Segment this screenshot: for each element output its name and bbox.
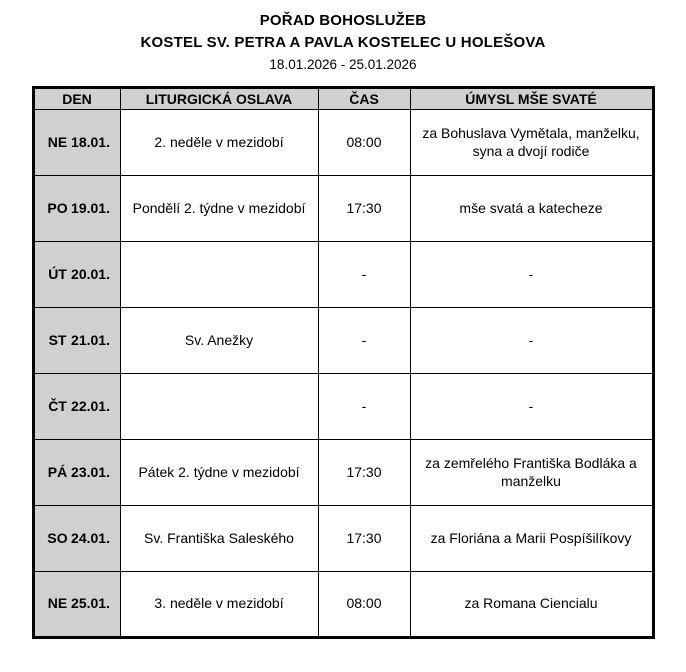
table-body <box>33 110 653 638</box>
day-cell <box>33 374 120 440</box>
column-header-cas: ČAS <box>318 88 410 110</box>
day-cell <box>33 176 120 242</box>
table-row <box>33 308 653 374</box>
liturgical-celebration-cell <box>120 374 318 440</box>
time-cell: 17:30 <box>318 506 410 572</box>
date-range: 18.01.2026 - 25.01.2026 <box>269 57 417 72</box>
time-cell: - <box>318 308 410 374</box>
liturgical-celebration-cell: Pondělí 2. týdne v mezidobí <box>120 176 318 242</box>
day-cell <box>33 308 120 374</box>
table-row <box>33 242 653 308</box>
column-header-den: DEN <box>33 88 120 110</box>
intention-cell: za Floriána a Marii Pospíšilíkovy <box>410 506 653 572</box>
day-cell <box>33 110 120 176</box>
intention-cell: za Bohuslava Vymětala, manželku, syna a dvojí rodiče <box>410 110 653 176</box>
day-date: 21.01. <box>71 331 110 348</box>
intention-cell: za zemřelého Františka Bodláka a manželku <box>410 440 653 506</box>
day-date: 22.01. <box>71 397 110 414</box>
liturgical-celebration-cell <box>120 242 318 308</box>
intention-cell: - <box>410 374 653 440</box>
time-cell: - <box>318 242 410 308</box>
day-date: 18.01. <box>71 133 110 150</box>
day-abbr: NE <box>47 595 68 612</box>
table-row <box>33 176 653 242</box>
day-abbr: ST <box>48 331 67 348</box>
day-date: 25.01. <box>71 595 110 612</box>
liturgical-celebration-cell: 2. neděle v mezidobí <box>120 110 318 176</box>
church-name: KOSTEL SV. PETRA A PAVLA KOSTELEC U HOLEŠOVA <box>140 34 546 51</box>
day-date: 19.01. <box>71 199 110 216</box>
document-header <box>0 12 686 72</box>
table-row <box>33 374 653 440</box>
table-row <box>33 572 653 638</box>
table-row <box>33 440 653 506</box>
column-header-liturgicka-oslava: LITURGICKÁ OSLAVA <box>120 88 318 110</box>
day-date: 23.01. <box>71 463 110 480</box>
day-abbr: SO <box>47 529 68 546</box>
day-date: 24.01. <box>71 529 110 546</box>
liturgical-celebration-cell: Sv. Anežky <box>120 308 318 374</box>
day-cell <box>33 242 120 308</box>
liturgical-celebration-cell: 3. neděle v mezidobí <box>120 572 318 638</box>
intention-cell: - <box>410 308 653 374</box>
table-header-row <box>33 88 653 110</box>
time-cell: 08:00 <box>318 110 410 176</box>
day-abbr: NE <box>47 133 68 150</box>
intention-cell: - <box>410 242 653 308</box>
time-cell: - <box>318 374 410 440</box>
time-cell: 17:30 <box>318 176 410 242</box>
day-abbr: ÚT <box>48 265 67 282</box>
time-cell: 08:00 <box>318 572 410 638</box>
liturgical-celebration-cell: Sv. Františka Saleského <box>120 506 318 572</box>
day-cell <box>33 440 120 506</box>
time-cell: 17:30 <box>318 440 410 506</box>
table-row <box>33 110 653 176</box>
document-title: POŘAD BOHOSLUŽEB <box>259 12 427 29</box>
table-row <box>33 506 653 572</box>
day-abbr: PO <box>47 199 68 216</box>
day-cell <box>33 572 120 638</box>
day-abbr: PÁ <box>47 463 68 480</box>
column-header-umysl: ÚMYSL MŠE SVATÉ <box>410 88 653 110</box>
day-cell <box>33 506 120 572</box>
day-date: 20.01. <box>71 265 110 282</box>
intention-cell: mše svatá a katecheze <box>410 176 653 242</box>
schedule-table <box>32 86 655 639</box>
liturgical-celebration-cell: Pátek 2. týdne v mezidobí <box>120 440 318 506</box>
day-abbr: ČT <box>48 397 67 414</box>
intention-cell: za Romana Ciencialu <box>410 572 653 638</box>
